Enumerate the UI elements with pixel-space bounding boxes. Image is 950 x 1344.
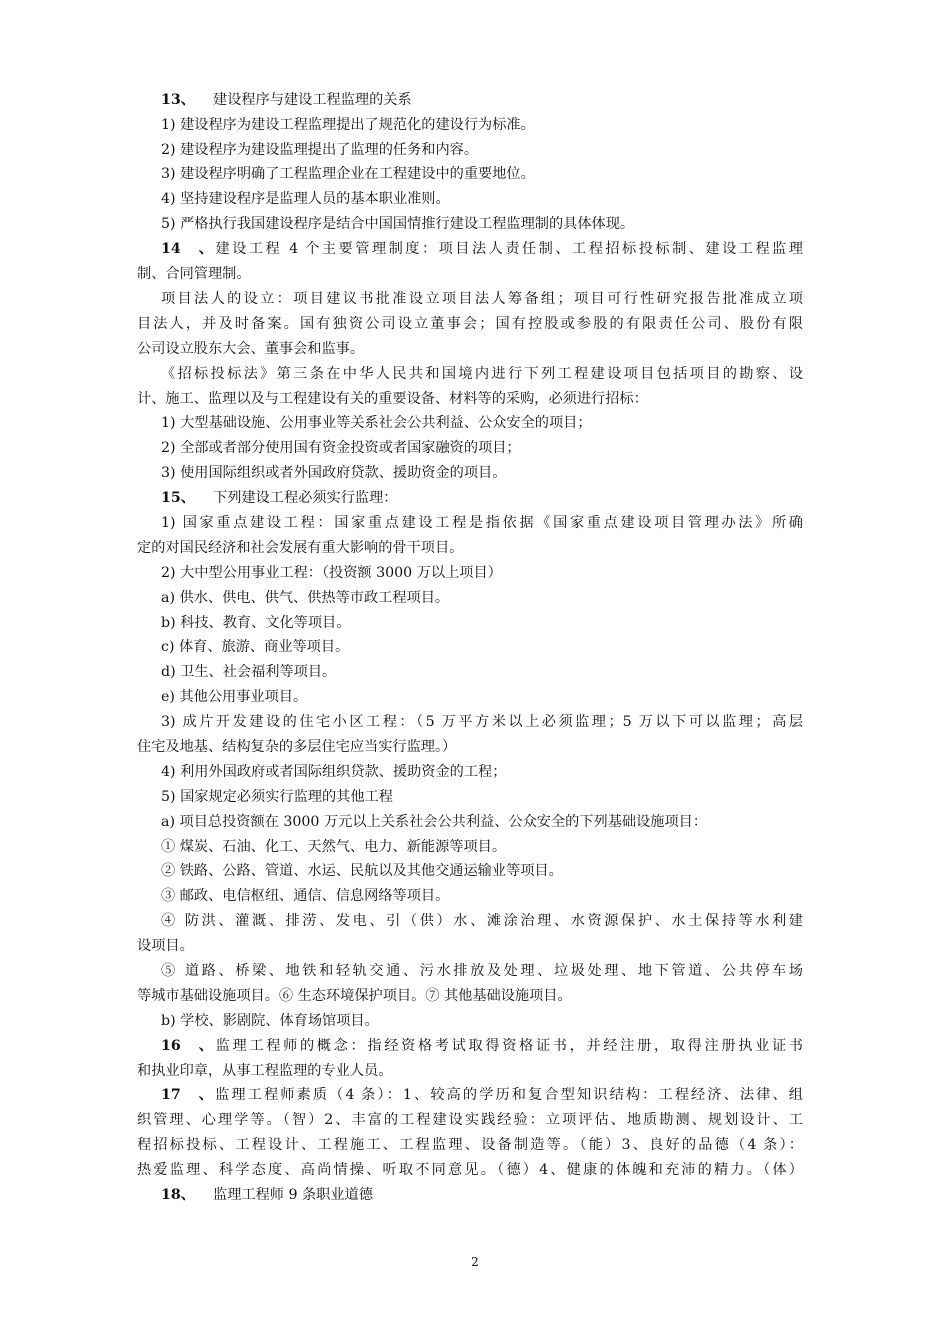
section-number: 13、 [161,92,195,108]
list-item: c) 体育、旅游、商业等项目。 [161,639,350,655]
list-item: b) 学校、影剧院、体育场馆项目。 [161,1013,379,1029]
section-title: 监理工程师素质（4 条）：1、较高的学历和复合型知识结构：工程经济、法律、组 [213,1087,803,1103]
list-item: 2) 建设程序为建设监理提出了监理的任务和内容。 [161,142,479,158]
list-item: 1) 大型基础设施、公用事业等关系社会公共利益、公众安全的项目； [161,415,592,431]
section-heading-14 [161,237,803,261]
paragraph-line: 等城市基础设施项目。⑥ 生态环境保护项目。⑦ 其他基础设施项目。 [137,988,572,1004]
list-item: 4) 坚持建设程序是监理人员的基本职业准则。 [161,191,450,207]
paragraph-line: 《招标投标法》第三条在中华人民共和国境内进行下列工程建设项目包括项目的勘察、设 [161,366,803,382]
section-number: 16、 [161,1038,213,1054]
section-heading-16 [161,1034,803,1058]
section-number: 18、 [161,1187,195,1203]
list-item: 3) 建设程序明确了工程监理企业在工程建设中的重要地位。 [161,166,535,182]
list-item: ① 煤炭、石油、化工、天然气、电力、新能源等项目。 [161,839,507,855]
list-item: ② 铁路、公路、管道、水运、民航以及其他交通运输业等项目。 [161,863,563,879]
paragraph-line: 公司设立股东大会、董事会和监事。 [137,341,365,357]
paragraph-line: 热爱监理、科学态度、高尚情操、听取不同意见。（德）4、健康的体魄和充沛的精力。（体） [137,1162,803,1178]
list-item: 5) 严格执行我国建设程序是结合中国国情推行建设工程监理制的具体体现。 [161,216,635,232]
section-heading-13 [161,88,803,112]
list-item: b) 科技、教育、文化等项目。 [161,615,351,631]
list-item: 1) 国家重点建设工程：国家重点建设工程是指依据《国家重点建设项目管理办法》所确 [161,515,803,531]
section-heading-15 [161,486,803,510]
list-item: ④ 防洪、灌溉、排涝、发电、引（供）水、滩涂治理、水资源保护、水土保持等水利建 [161,913,803,929]
section-title: 建设工程 4 个主要管理制度：项目法人责任制、工程招标投标制、建设工程监理 [213,241,803,257]
paragraph-line: 设项目。 [137,938,194,954]
list-item: 4) 利用外国政府或者国际组织贷款、援助资金的工程； [161,764,507,780]
paragraph-line: 程招标投标、工程设计、工程施工、工程监理、设备制造等。（能）3、良好的品德（4 条）： [137,1137,803,1153]
section-title: 建设程序与建设工程监理的关系 [213,92,412,108]
section-title: 监理工程师的概念：指经资格考试取得资格证书，并经注册，取得注册执业证书 [213,1038,803,1054]
section-heading-18 [161,1183,803,1207]
section-number: 14、 [161,241,213,257]
paragraph-line: 定的对国民经济和社会发展有重大影响的骨干项目。 [137,540,464,556]
section-heading-17 [161,1083,803,1107]
list-item: 1) 建设程序为建设工程监理提出了规范化的建设行为标准。 [161,117,535,133]
page-number: 2 [471,1255,479,1269]
paragraph-line: 住宅及地基、结构复杂的多层住宅应当实行监理。） [137,739,457,755]
paragraph-line: 计、施工、监理以及与工程建设有关的重要设备、材料等的采购，必须进行招标： [137,391,648,407]
paragraph-line: 目法人，并及时备案。国有独资公司设立董事会；国有控股或参股的有限责任公司、股份有限 [137,316,803,332]
paragraph-line: 项目法人的设立：项目建议书批准设立项目法人筹备组；项目可行性研究报告批准成立项 [161,291,803,307]
list-item: 3) 使用国际组织或者外国政府贷款、援助资金的项目。 [161,465,507,481]
paragraph-line: 和执业印章，从事工程监理的专业人员。 [137,1063,393,1079]
paragraph-line: 织管理、心理学等。（智）2、丰富的工程建设实践经验：立项评估、地质勘测、规划设计、工 [137,1112,803,1128]
list-item: 2) 全部或者部分使用国有资金投资或者国家融资的项目； [161,440,521,456]
section-number: 15、 [161,490,195,506]
paragraph-line: 制、合同管理制。 [137,266,251,282]
section-title: 监理工程师 9 条职业道德 [213,1187,373,1203]
list-item: a) 项目总投资额在 3000 万元以上关系社会公共利益、公众安全的下列基础设施项目： [161,814,708,830]
list-item: a) 供水、供电、供气、供热等市政工程项目。 [161,590,450,606]
list-item: 2) 大中型公用事业工程：（投资额 3000 万以上项目） [161,565,502,581]
list-item: ⑤ 道路、桥梁、地铁和轻轨交通、污水排放及处理、垃圾处理、地下管道、公共停车场 [161,963,803,979]
list-item: 3) 成片开发建设的住宅小区工程：（5 万平方米以上必须监理；5 万以下可以监理；高层 [161,714,803,730]
section-title: 下列建设工程必须实行监理： [213,490,398,506]
list-item: 5) 国家规定必须实行监理的其他工程 [161,789,393,805]
list-item: e) 其他公用事业项目。 [161,689,308,705]
list-item: d) 卫生、社会福利等项目。 [161,664,337,680]
section-number: 17、 [161,1087,213,1103]
list-item: ③ 邮政、电信枢纽、通信、信息网络等项目。 [161,888,450,904]
